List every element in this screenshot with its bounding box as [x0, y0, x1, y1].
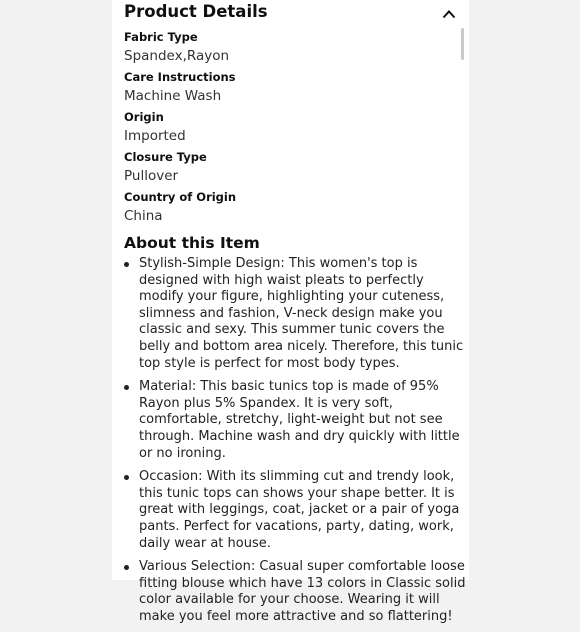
about-bullet-list: [124, 256, 466, 632]
detail-value: Imported: [124, 128, 186, 144]
detail-value: Pullover: [124, 168, 179, 184]
detail-label: Country of Origin: [124, 190, 237, 204]
bullet-item: [124, 469, 466, 552]
bullet-item: [124, 379, 466, 462]
chevron-up-icon[interactable]: [442, 9, 456, 19]
detail-country-of-origin: [124, 189, 236, 225]
about-title: About this Item: [124, 234, 260, 252]
bullet-text: Stylish-Simple Design: This women's top is designed with high waist pleats to perfectly modify your figure, highlighting your cuteness, slimness and fashion, V-neck design make you classic and sexy. This summer tunic covers the belly and bottom area nicely. Therefore, this tunic top style is perfect for most body types.: [139, 256, 464, 371]
bullet-dot-icon: [124, 262, 129, 267]
detail-care-instructions: [124, 69, 236, 105]
detail-origin: [124, 109, 186, 145]
detail-label: Origin: [124, 110, 164, 124]
bullet-text: Occasion: With its slimming cut and trendy look, this tunic tops can shows your shape better. It is great with leggings, coat, jacket or a pair of yoga pants. Perfect for vacations, party, dating, work, daily wear at house.: [139, 469, 460, 551]
bullet-dot-icon: [124, 385, 129, 390]
product-panel: [112, 0, 469, 624]
bullet-item: [124, 559, 466, 625]
detail-label: Closure Type: [124, 150, 207, 164]
detail-fabric-type: [124, 29, 229, 65]
detail-label: Fabric Type: [124, 30, 198, 44]
detail-value: Machine Wash: [124, 88, 222, 104]
bullet-dot-icon: [124, 475, 129, 480]
bullet-dot-icon: [124, 565, 129, 570]
bullet-item: [124, 256, 466, 372]
scrollbar[interactable]: [461, 28, 464, 60]
detail-value: China: [124, 208, 163, 224]
detail-label: Care Instructions: [124, 70, 236, 84]
product-details-title: Product Details: [124, 2, 268, 21]
detail-closure-type: [124, 149, 207, 185]
detail-value: Spandex,Rayon: [124, 48, 230, 64]
bullet-text: Various Selection: Casual super comfortable loose fitting blouse which have 13 colors in Classic solid color available for your choose. Wearing it will make you feel more attractive and so flattering!: [139, 559, 466, 624]
bullet-text: Material: This basic tunics top is made of 95% Rayon plus 5% Spandex. It is very soft, comfortable, stretchy, light-weight but not see through. Machine wash and dry quickly with little or no ironing.: [139, 379, 460, 461]
